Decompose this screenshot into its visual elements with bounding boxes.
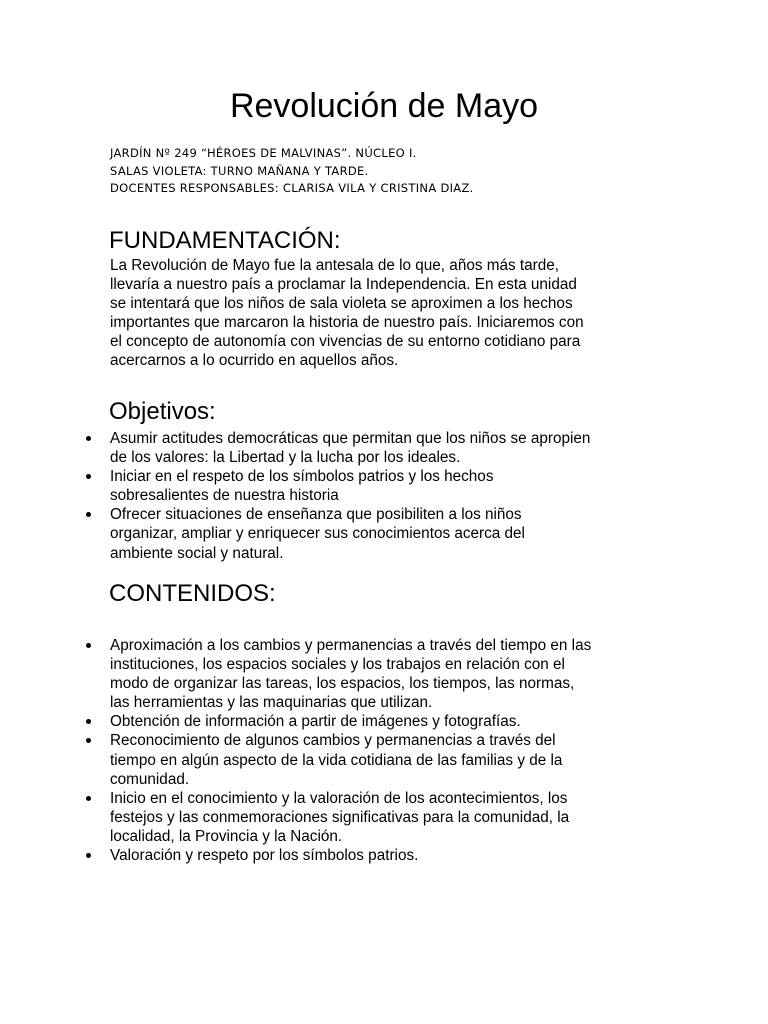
bullet-icon bbox=[86, 719, 91, 724]
list-item-line: las herramientas y las maquinarias que utilizan. bbox=[110, 694, 433, 712]
fundamentacion-heading: FUNDAMENTACIÓN: bbox=[109, 227, 341, 254]
list-item bbox=[0, 789, 591, 846]
list-item-line: ambiente social y natural. bbox=[110, 544, 284, 562]
header-block bbox=[110, 145, 474, 198]
paragraph-line: se intentará que los niños de sala violeta se aproximen a los hechos bbox=[110, 295, 573, 313]
list-item-line: Aproximación a los cambios y permanencias a través del tiempo en las bbox=[110, 637, 592, 654]
list-item-line: de los valores: la Libertad y la lucha por los ideales. bbox=[110, 449, 461, 467]
list-item-line: Asumir actitudes democráticas que permitan que los niños se apropien bbox=[110, 430, 591, 447]
list-item-line: Iniciar en el respeto de los símbolos patrios y los hechos bbox=[110, 468, 494, 486]
list-item bbox=[0, 846, 591, 865]
list-item-line: organizar, ampliar y enriquecer sus conocimientos acerca del bbox=[110, 525, 525, 543]
bullet-icon bbox=[86, 512, 91, 517]
bullet-icon bbox=[86, 853, 91, 858]
document-title: Revolución de Mayo bbox=[229, 87, 539, 125]
header-line: JARDÍN Nº 249 “HÉROES DE MALVINAS”. NÚCLEO I. bbox=[110, 146, 417, 160]
contenidos-heading: CONTENIDOS: bbox=[109, 580, 276, 607]
list-item bbox=[0, 505, 590, 562]
list-item bbox=[0, 636, 591, 712]
list-item-line: Reconocimiento de algunos cambios y permanencias a través del bbox=[110, 732, 556, 750]
list-item-line: Obtención de información a partir de imágenes y fotografías. bbox=[110, 713, 521, 731]
list-item-line: localidad, la Provincia y la Nación. bbox=[110, 827, 343, 845]
bullet-icon bbox=[86, 643, 91, 648]
bullet-icon bbox=[86, 738, 91, 743]
fundamentacion-paragraph bbox=[110, 256, 670, 371]
header-line: SALAS VIOLETA: TURNO MAÑANA Y TARDE. bbox=[110, 163, 369, 178]
header-line: DOCENTES RESPONSABLES: CLARISA VILA Y CRISTINA DIAZ. bbox=[110, 181, 474, 195]
list-item-line: Ofrecer situaciones de enseñanza que posibiliten a los niños bbox=[110, 506, 522, 524]
bullet-icon bbox=[86, 436, 91, 441]
paragraph-line: La Revolución de Mayo fue la antesala de lo que, años más tarde, bbox=[110, 257, 559, 274]
list-item bbox=[0, 467, 590, 505]
objetivos-list bbox=[0, 429, 590, 563]
paragraph-line: acercarnos a lo ocurrido en aquellos años. bbox=[110, 352, 399, 370]
list-item bbox=[0, 731, 591, 788]
list-item-line: modo de organizar las tareas, los espacios, los tiempos, las normas, bbox=[110, 675, 575, 693]
paragraph-line: llevaría a nuestro país a proclamar la Independencia. En esta unidad bbox=[110, 276, 577, 294]
bullet-icon bbox=[86, 796, 91, 801]
list-item-line: comunidad. bbox=[110, 770, 190, 788]
objetivos-heading: Objetivos: bbox=[109, 398, 216, 425]
list-item-line: Valoración y respeto por los símbolos patrios. bbox=[110, 847, 419, 865]
list-item-line: tiempo en algún aspecto de la vida cotidiana de las familias y de la bbox=[110, 751, 563, 769]
contenidos-list bbox=[0, 636, 591, 865]
list-item-line: festejos y las conmemoraciones significativas para la comunidad, la bbox=[110, 808, 570, 826]
list-item bbox=[0, 429, 590, 467]
paragraph-line: importantes que marcaron la historia de nuestro país. Iniciaremos con bbox=[110, 314, 584, 332]
list-item-line: Inicio en el conocimiento y la valoración de los acontecimientos, los bbox=[110, 789, 568, 807]
bullet-icon bbox=[86, 474, 91, 479]
list-item-line: sobresalientes de nuestra historia bbox=[110, 487, 339, 505]
paragraph-line: el concepto de autonomía con vivencias de su entorno cotidiano para bbox=[110, 333, 581, 351]
list-item bbox=[0, 712, 591, 731]
list-item-line: instituciones, los espacios sociales y los trabajos en relación con el bbox=[110, 656, 565, 674]
